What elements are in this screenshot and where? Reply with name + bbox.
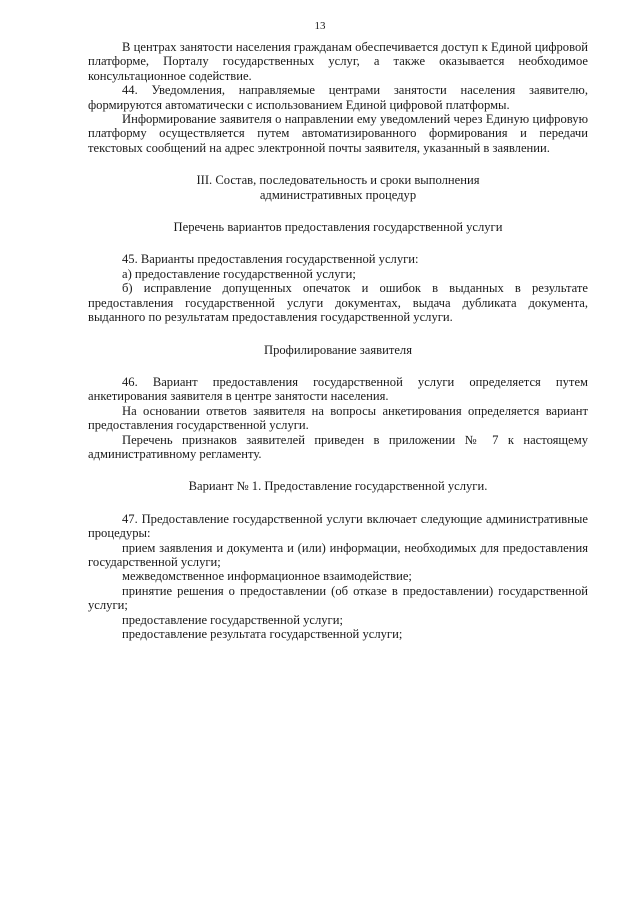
paragraph-46c: Перечень признаков заявителей приведен в приложении № 7 к настоящему административному регламенту.	[88, 432, 588, 461]
paragraph-47: 47. Предоставление государственной услуги включает следующие административные процедуры:	[88, 511, 588, 541]
paragraph-45b: б) исправление допущенных опечаток и ошибок в выданных в результате предоставления государственной услуги документах, выдача дубликата документа, выданного по результатам предоставления государственной услуги.	[88, 281, 588, 325]
paragraph-46: 46. Вариант предоставления государственной услуги определяется путем анкетирования заявителя в центре занятости населения.	[88, 374, 588, 404]
procedure-item: прием заявления и документа и (или) информации, необходимых для предоставления государственной услуги;	[88, 540, 588, 569]
procedure-item: межведомственное информационное взаимодействие;	[122, 569, 412, 584]
page-number: 13	[314, 20, 326, 32]
paragraph-46b: На основании ответов заявителя на вопросы анкетирования определяется вариант предоставления государственной услуги.	[88, 403, 588, 433]
profiling-title: Профилирование заявителя	[263, 342, 412, 357]
paragraph-employment-centers: В центрах занятости населения гражданам обеспечивается доступ к Единой цифровой платформе, Порталу государственных услуг, а также оказывается необходимое консультационное содействие.	[88, 40, 588, 83]
paragraph-45a: а) предоставление государственной услуги;	[122, 266, 356, 281]
paragraph-notification: Информирование заявителя о направлении ему уведомлений через Единую цифровую платформу осуществляется путем автоматизированного формирования и передачи текстовых сообщений на адрес электронной почты заявителя, указанный в заявлении.	[88, 112, 588, 155]
section-title-line1: III. Состав, последовательность и сроки выполнения	[196, 173, 480, 188]
document-body	[88, 40, 588, 641]
variant1-title: Вариант № 1. Предоставление государственной услуги.	[188, 479, 488, 494]
paragraph-44: 44. Уведомления, направляемые центрами занятости населения заявителю, формируются автоматически с использованием Единой цифровой платформы.	[88, 83, 588, 112]
procedure-item: принятие решения о предоставлении (об отказе в предоставлении) государственной услуги;	[88, 583, 588, 613]
procedure-item: предоставление государственной услуги;	[122, 612, 343, 627]
paragraph-45: 45. Варианты предоставления государственной услуги:	[122, 252, 419, 267]
section-title-line2: административных процедур	[259, 187, 417, 202]
procedure-item: предоставление результата государственной услуги;	[122, 627, 403, 641]
variants-subtitle: Перечень вариантов предоставления государственной услуги	[173, 220, 503, 235]
